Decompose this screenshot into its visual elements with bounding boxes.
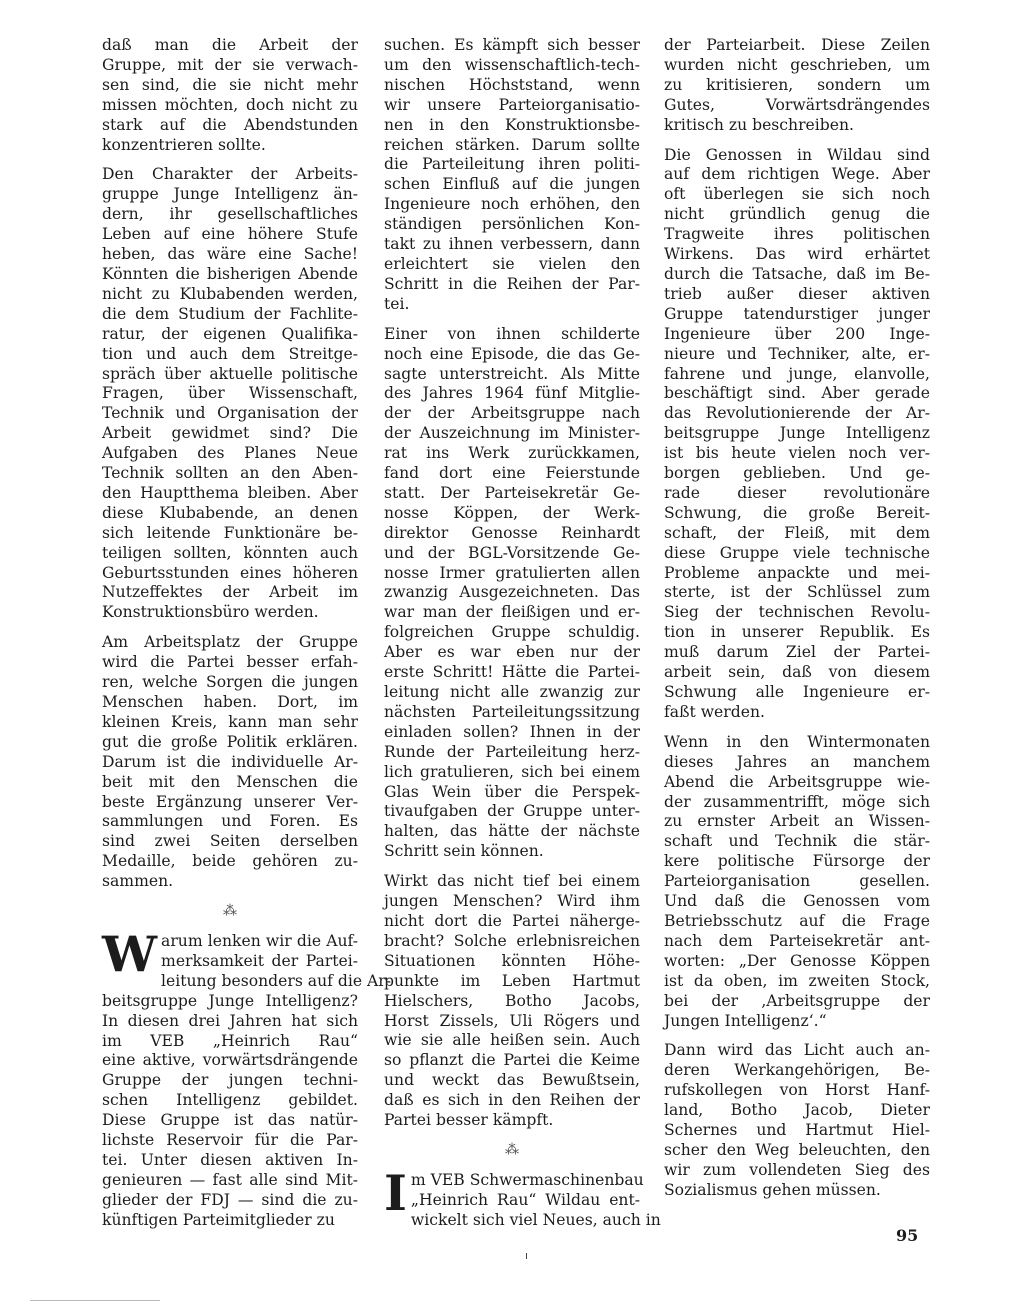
text-line: stark auf die Abendstunden	[102, 115, 358, 134]
text-line: zu ernster Arbeit an Wissen-	[664, 812, 930, 831]
text-line: wir zum vollendeten Sieg des	[664, 1160, 930, 1179]
text-line: Einer von ihnen schilderte	[384, 324, 640, 343]
text-line: tion in unserer Republik. Es	[664, 623, 930, 642]
text-line: Wenn in den Wintermonaten	[664, 732, 930, 751]
text-line: tion und auch dem Streitge-	[102, 344, 358, 363]
text-line: wickelt sich viel Neues, auch in	[410, 1210, 661, 1229]
text-line: künftigen Parteimitglieder zu	[102, 1210, 335, 1229]
text-line: Dann wird das Licht auch an-	[664, 1041, 930, 1060]
paragraph-with-dropcap	[102, 924, 392, 1231]
text-column-1	[102, 36, 392, 1241]
text-line: sagte unterstreicht. Als Mitte	[384, 364, 640, 383]
text-line: nächsten Parteileitungssitzung	[384, 702, 640, 721]
text-line: dern, ihr gesellschaftliches	[102, 205, 358, 224]
paragraph	[664, 146, 930, 723]
page-number: 95	[896, 1226, 919, 1245]
text-line: wurden nicht geschrieben, um	[664, 55, 930, 74]
text-line: wie sie alle heißen sein. Auch	[384, 1031, 640, 1050]
text-line: zwanzig Ausgezeichneten. Das	[384, 583, 640, 602]
text-line: faßt werden.	[664, 702, 765, 721]
text-line: Runde der Parteileitung herz-	[384, 742, 640, 761]
text-line: war man der fleißigen und er-	[384, 603, 640, 622]
text-line: nosse Köppen, der Werk-	[384, 503, 640, 522]
text-line: rufskollegen von Horst Hanf-	[664, 1081, 930, 1100]
text-line: dieses Jahres an manchem	[664, 752, 930, 771]
text-line: Horst Zissels, Uli Rögers und	[384, 1011, 640, 1030]
text-line: beschäftigt sind. Aber gerade	[664, 384, 930, 403]
text-line: auf dem richtigen Wege. Aber	[664, 165, 930, 184]
text-line: halten, das hätte der nächste	[384, 822, 640, 841]
text-line: Ingenieure noch erhöhen, den	[384, 195, 640, 214]
text-line: Betriebsschutz auf die Frage	[664, 911, 930, 930]
text-line: ist da oben, im zweiten Stock,	[664, 971, 930, 990]
text-line: tei. Unter diesen aktiven In-	[102, 1150, 358, 1169]
text-line: Leben auf eine höhere Stufe	[102, 225, 358, 244]
text-line: des Jahres 1964 fünf Mitglie-	[384, 384, 640, 403]
text-line: trieb außer dieser aktiven	[664, 284, 930, 303]
text-column-3	[664, 36, 930, 1211]
paragraph	[102, 36, 358, 155]
paragraph	[384, 36, 640, 315]
text-line: leitung nicht alle zwanzig zur	[384, 683, 640, 701]
text-line: im VEB „Heinrich Rau“	[102, 1031, 358, 1050]
paragraph-body	[384, 1163, 661, 1231]
text-line: lich gratulieren, sich bei einem	[384, 762, 640, 781]
text-line: kleinen Kreis, kann man sehr	[102, 712, 358, 731]
text-line: Geburtsstunden eines höheren	[102, 563, 358, 582]
text-line: schen Intelligenz gebildet.	[102, 1091, 358, 1110]
text-line: Schritt in die Reihen der Par-	[384, 274, 640, 293]
text-line: rat ins Werk zurückkamen,	[384, 444, 640, 463]
text-line: beit mit den Menschen die	[102, 772, 358, 791]
text-line: nen in den Konstruktionsbe-	[384, 115, 640, 134]
text-line: ratur, der eigenen Qualifika-	[102, 324, 358, 343]
text-line: beitsgruppe Junge Intelligenz	[664, 424, 930, 443]
text-line: nicht dort die Partei näherge-	[384, 911, 640, 930]
text-line: nischen Höchststand, wenn	[384, 75, 640, 94]
text-line: kritisch zu beschreiben.	[664, 115, 854, 134]
text-line: Den Charakter der Arbeits-	[102, 165, 358, 184]
text-line: ist bis heute vielen noch ver-	[664, 444, 930, 463]
text-line: Gutes, Vorwärtsdrängendes	[664, 95, 930, 114]
paragraph	[384, 872, 640, 1131]
text-line: sammlungen und Foren. Es	[102, 812, 358, 831]
text-line: Die Genossen in Wildau sind	[664, 145, 930, 164]
text-line: m VEB Schwermaschinenbau	[410, 1170, 644, 1189]
text-line: Technik sollten an den Aben-	[102, 464, 358, 483]
text-line: „Heinrich Rau“ Wildau ent-	[410, 1190, 640, 1209]
text-line: einladen sollen? Ihnen in der	[384, 722, 640, 741]
text-line: Sieg der technischen Revolu-	[664, 603, 930, 622]
text-line: Diese Gruppe ist das natür-	[102, 1111, 358, 1130]
text-line: Sozialismus gehen müssen.	[664, 1180, 881, 1199]
text-line: rade dieser revolutionäre	[664, 483, 930, 502]
text-line: der Auszeichnung im Minister-	[384, 424, 640, 443]
text-line: wir unsere Parteiorganisatio-	[384, 95, 640, 114]
text-line: merksamkeit der Partei-	[161, 951, 358, 970]
text-line: erste Schritt! Hätte die Partei-	[384, 663, 640, 682]
text-line: Wirkens. Das wird erhärtet	[664, 245, 930, 264]
text-line: reichen stärken. Darum sollte	[384, 135, 640, 154]
text-line: Menschen haben. Dort, im	[102, 693, 358, 711]
text-line: ständigen persönlichen Kon-	[384, 215, 640, 234]
text-line: Könnten die bisherigen Abende	[102, 264, 358, 283]
text-line: schen Einfluß auf die jungen	[384, 175, 640, 194]
text-line: Probleme anpackte und mei-	[664, 563, 930, 582]
text-line: kere politische Fürsorge der	[664, 852, 930, 871]
text-line: Nutzeffektes der Arbeit im	[102, 583, 358, 602]
text-line: gruppe Junge Intelligenz än-	[102, 185, 358, 204]
text-line: ren, welche Sorgen die jungen	[102, 673, 358, 692]
text-line: Arbeit gewidmet sind? Die	[102, 424, 358, 443]
text-line: Und daß die Genossen vom	[664, 892, 930, 911]
text-line: sind zwei Seiten derselben	[102, 832, 358, 851]
text-line: Jungen Intelligenz‘.“	[664, 1011, 827, 1030]
text-line: der der Arbeitsgruppe nach	[384, 404, 640, 423]
text-line: die dem Studium der Fachlite-	[102, 304, 358, 323]
text-line: der Parteiarbeit. Diese Zeilen	[664, 36, 930, 54]
paragraph	[102, 633, 358, 892]
text-line: Schritt sein können.	[384, 842, 544, 861]
text-line: nach dem Parteisekretär ant-	[664, 931, 930, 950]
text-line: bei der ‚Arbeitsgruppe der	[664, 991, 930, 1010]
text-line: beitsgruppe Junge Intelligenz?	[102, 991, 358, 1010]
paragraph	[664, 1041, 930, 1200]
text-line: jungen Menschen? Wird ihm	[384, 892, 640, 911]
text-line: daß man die Arbeit der	[102, 36, 358, 54]
text-line: beste Ergänzung unserer Ver-	[102, 792, 358, 811]
text-line: genieuren — fast alle sind Mit-	[102, 1170, 358, 1189]
text-line: folgreichen Gruppe schuldig.	[384, 623, 640, 642]
text-line: heben, das wäre eine Sache!	[102, 245, 358, 264]
text-line: schaft, der Fleiß, mit dem	[664, 523, 930, 542]
text-line: land, Botho Jacob, Dieter	[664, 1101, 930, 1120]
text-line: Glas Wein über die Perspek-	[384, 782, 640, 801]
text-line: tivaufgaben der Gruppe unter-	[384, 802, 640, 821]
text-line: nosse Irmer gratulierten allen	[384, 563, 640, 582]
text-line: schaft und Technik die stär-	[664, 832, 930, 851]
text-line: Darum ist die individuelle Ar-	[102, 752, 358, 771]
text-line: Partei besser kämpft.	[384, 1111, 554, 1130]
text-line: Fragen, über Wissenschaft,	[102, 384, 358, 403]
text-line: Situationen könnten Höhe-	[384, 951, 640, 970]
text-line: Abend die Arbeitsgruppe wie-	[664, 772, 930, 791]
text-line: Schwung, die große Bereit-	[664, 503, 930, 522]
section-separator: ⁂	[223, 903, 237, 920]
text-line: scher den Weg beleuchten, den	[664, 1140, 930, 1159]
text-line: deren Werkangehörigen, Be-	[664, 1061, 930, 1080]
dropcap-letter: W	[102, 924, 158, 983]
text-column-2	[384, 36, 661, 1241]
text-line: sammen.	[102, 872, 174, 891]
text-line: den Hauptthema bleiben. Aber	[102, 483, 358, 502]
text-line: gut die große Politik erklären.	[102, 732, 358, 751]
text-line: sen sind, die sie nicht mehr	[102, 75, 358, 94]
text-line: spräch über aktuelle politische	[102, 364, 358, 383]
text-line: diese Klubabende, an denen	[102, 503, 358, 522]
text-line: statt. Der Parteisekretär Ge-	[384, 483, 640, 502]
text-line: zu kritisieren, sondern um	[664, 75, 930, 94]
text-line: Gruppe tatendurstiger junger	[664, 304, 930, 323]
paragraph-with-dropcap	[384, 1163, 661, 1231]
text-line: nicht zu Klubabenden werden,	[102, 284, 358, 303]
text-line: wird die Partei besser erfah-	[102, 653, 358, 672]
text-line: das Revolutionierende der Ar-	[664, 404, 930, 423]
paragraph	[664, 36, 930, 136]
text-line: erleichtert sie vielen den	[384, 254, 640, 273]
text-line: nieure und Techniker, alte, er-	[664, 344, 930, 363]
paragraph	[664, 733, 930, 1032]
text-line: diese Gruppe viele technische	[664, 543, 930, 562]
text-line: glieder der FDJ — sind die zu-	[102, 1190, 358, 1209]
text-line: Aber es war eben nur der	[384, 643, 640, 662]
text-line: daß es sich in den Reihen der	[384, 1091, 640, 1110]
text-line: der zusammentrifft, möge sich	[664, 792, 930, 811]
text-line: fand dort eine Feierstunde	[384, 464, 640, 483]
text-line: Technik und Organisation der	[102, 404, 358, 423]
text-line: um den wissenschaftlich-tech-	[384, 55, 640, 74]
text-line: lichste Reservoir für die Par-	[102, 1131, 358, 1150]
section-separator: ⁂	[505, 1141, 519, 1158]
text-line: sich leitende Funktionäre be-	[102, 523, 358, 542]
text-line: Gruppe, mit der sie verwach-	[102, 55, 358, 74]
scan-edge-line	[30, 1300, 160, 1301]
text-line: Wirkt das nicht tief bei einem	[384, 872, 640, 891]
text-line: worten: „Der Genosse Köppen	[664, 951, 930, 970]
text-line: Konstruktionsbüro werden.	[102, 603, 319, 622]
text-line: Gruppe der jungen techni-	[102, 1071, 358, 1090]
text-line: Aufgaben des Planes Neue	[102, 444, 358, 463]
text-line: missen möchten, doch nicht zu	[102, 95, 358, 114]
text-line: oft überlegen sie sich noch	[664, 185, 930, 204]
text-line: noch eine Episode, die das Ge-	[384, 344, 640, 363]
text-line: und weckt das Bewußtsein,	[384, 1071, 640, 1090]
paragraph	[384, 325, 640, 862]
text-line: Ingenieure über 200 Inge-	[664, 324, 930, 343]
print-mark	[526, 1253, 527, 1259]
text-line: arum lenken wir die Auf-	[161, 931, 358, 950]
text-line: direktor Genosse Reinhardt	[384, 523, 640, 542]
text-line: sterte, ist der Schlüssel zum	[664, 583, 930, 602]
text-line: konzentrieren sollte.	[102, 135, 266, 154]
text-line: arbeit sein, daß von diesem	[664, 663, 930, 682]
text-line: Tragweite ihres politischen	[664, 225, 930, 244]
text-line: die Parteileitung ihren politi-	[384, 155, 640, 174]
text-line: Hielschers, Botho Jacobs,	[384, 991, 640, 1010]
text-line: nicht gründlich genug die	[664, 205, 930, 224]
text-line: Schernes und Hartmut Hiel-	[664, 1121, 930, 1140]
text-line: Schwung alle Ingenieure er-	[664, 683, 930, 701]
text-line: durch die Tatsache, daß im Be-	[664, 264, 930, 283]
text-line: Am Arbeitsplatz der Gruppe	[102, 633, 358, 652]
text-line: eine aktive, vorwärtsdrängende	[102, 1051, 358, 1070]
text-line: so pflanzt die Partei die Keime	[384, 1051, 640, 1070]
text-line: Parteiorganisation gesellen.	[664, 872, 930, 891]
text-line: tei.	[384, 294, 410, 313]
paragraph	[102, 165, 358, 623]
text-line: In diesen drei Jahren hat sich	[102, 1011, 358, 1030]
dropcap-letter: I	[384, 1163, 407, 1222]
text-line: takt zu ihnen verbessern, dann	[384, 235, 640, 254]
text-line: muß darum Ziel der Partei-	[664, 643, 930, 662]
text-line: punkte im Leben Hartmut	[384, 971, 640, 990]
text-line: bracht? Solche erlebnisreichen	[384, 931, 640, 950]
text-line: teiligen sollten, könnten auch	[102, 543, 358, 562]
text-line: borgen geblieben. Und ge-	[664, 464, 930, 483]
text-line: suchen. Es kämpft sich besser	[384, 36, 640, 54]
text-line: fahrene und junge, elanvolle,	[664, 364, 930, 383]
text-line: und der BGL-Vorsitzende Ge-	[384, 543, 640, 562]
text-line: leitung besonders auf die Ar-	[161, 971, 392, 990]
text-line: Medaille, beide gehören zu-	[102, 852, 358, 871]
